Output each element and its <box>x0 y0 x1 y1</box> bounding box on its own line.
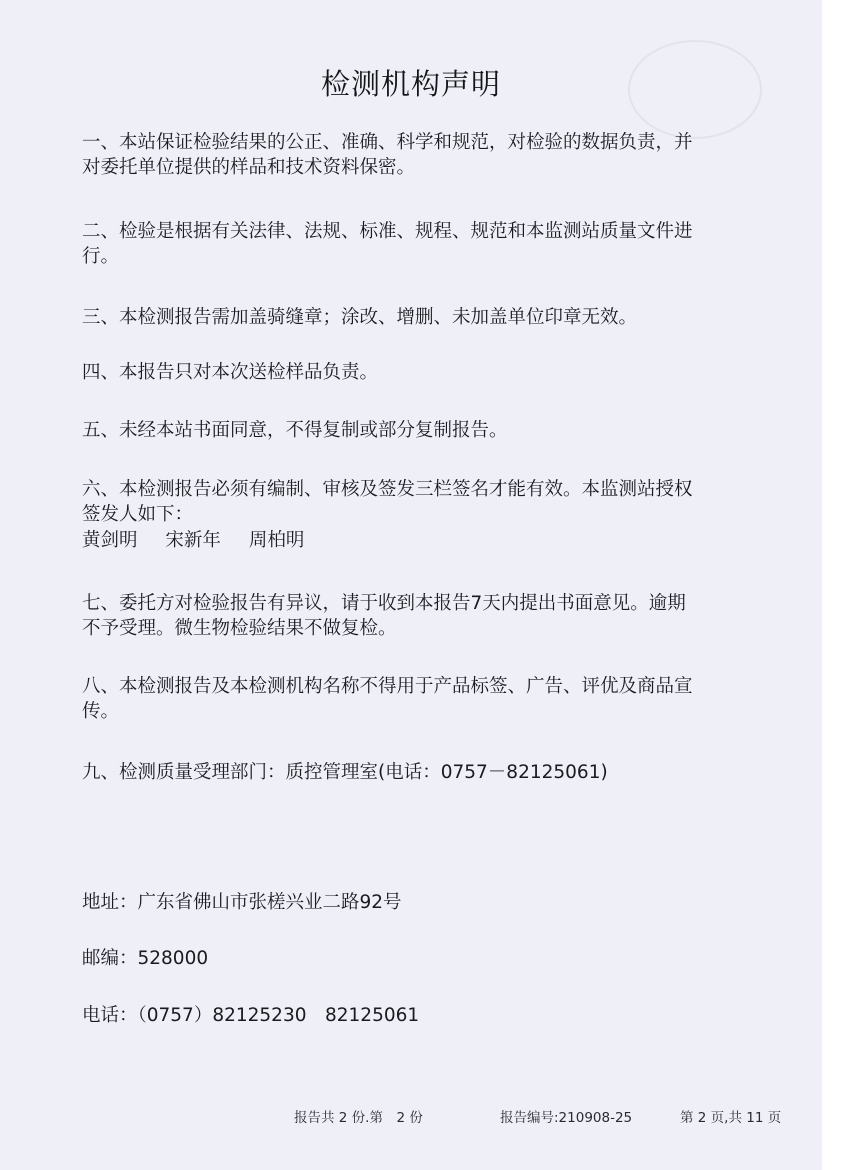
clause-6-block <box>82 477 702 553</box>
clause-7: 七、委托方对检验报告有异议，请于收到本报告7天内提出书面意见。逾期不予受理。微生物检验结果不做复检。 <box>82 593 686 639</box>
phone-line: 电话：（0757）82125230 82125061 <box>82 1005 420 1026</box>
authorized-signers <box>82 528 702 553</box>
clause-3: 三、本检测报告需加盖骑缝章；涂改、增删、未加盖单位印章无效。 <box>82 307 638 328</box>
clause-9: 九、检测质量受理部门：质控管理室(电话：0757－82125061) <box>82 762 608 783</box>
postcode-line: 邮编：528000 <box>82 948 209 969</box>
clause-5: 五、未经本站书面同意，不得复制或部分复制报告。 <box>82 420 508 441</box>
clause-4: 四、本报告只对本次送检样品负责。 <box>82 362 379 383</box>
document-title: 检测机构声明 <box>320 67 501 101</box>
clause-2: 二、检验是根据有关法律、法规、标准、规程、规范和本监测站质量文件进行。 <box>82 221 693 267</box>
signer-name: 周柏明 <box>248 530 305 551</box>
footer-report-number: 报告编号:210908-25 <box>500 1110 633 1126</box>
signer-name: 宋新年 <box>165 530 221 551</box>
footer-copies: 报告共 2 份.第 2 份 <box>294 1110 423 1126</box>
signer-name: 黄剑明 <box>82 530 138 551</box>
address-line: 地址：广东省佛山市张槎兴业二路92号 <box>82 892 402 913</box>
footer-page-number: 第 2 页,共 11 页 <box>680 1110 782 1126</box>
clause-8: 八、本检测报告及本检测机构名称不得用于产品标签、广告、评优及商品宣传。 <box>82 676 693 722</box>
clause-1: 一、本站保证检验结果的公正、准确、科学和规范，对检验的数据负责，并对委托单位提供的样品和技术资料保密。 <box>82 132 693 178</box>
clause-6: 六、本检测报告必须有编制、审核及签发三栏签名才能有效。本监测站授权签发人如下： <box>82 479 693 525</box>
